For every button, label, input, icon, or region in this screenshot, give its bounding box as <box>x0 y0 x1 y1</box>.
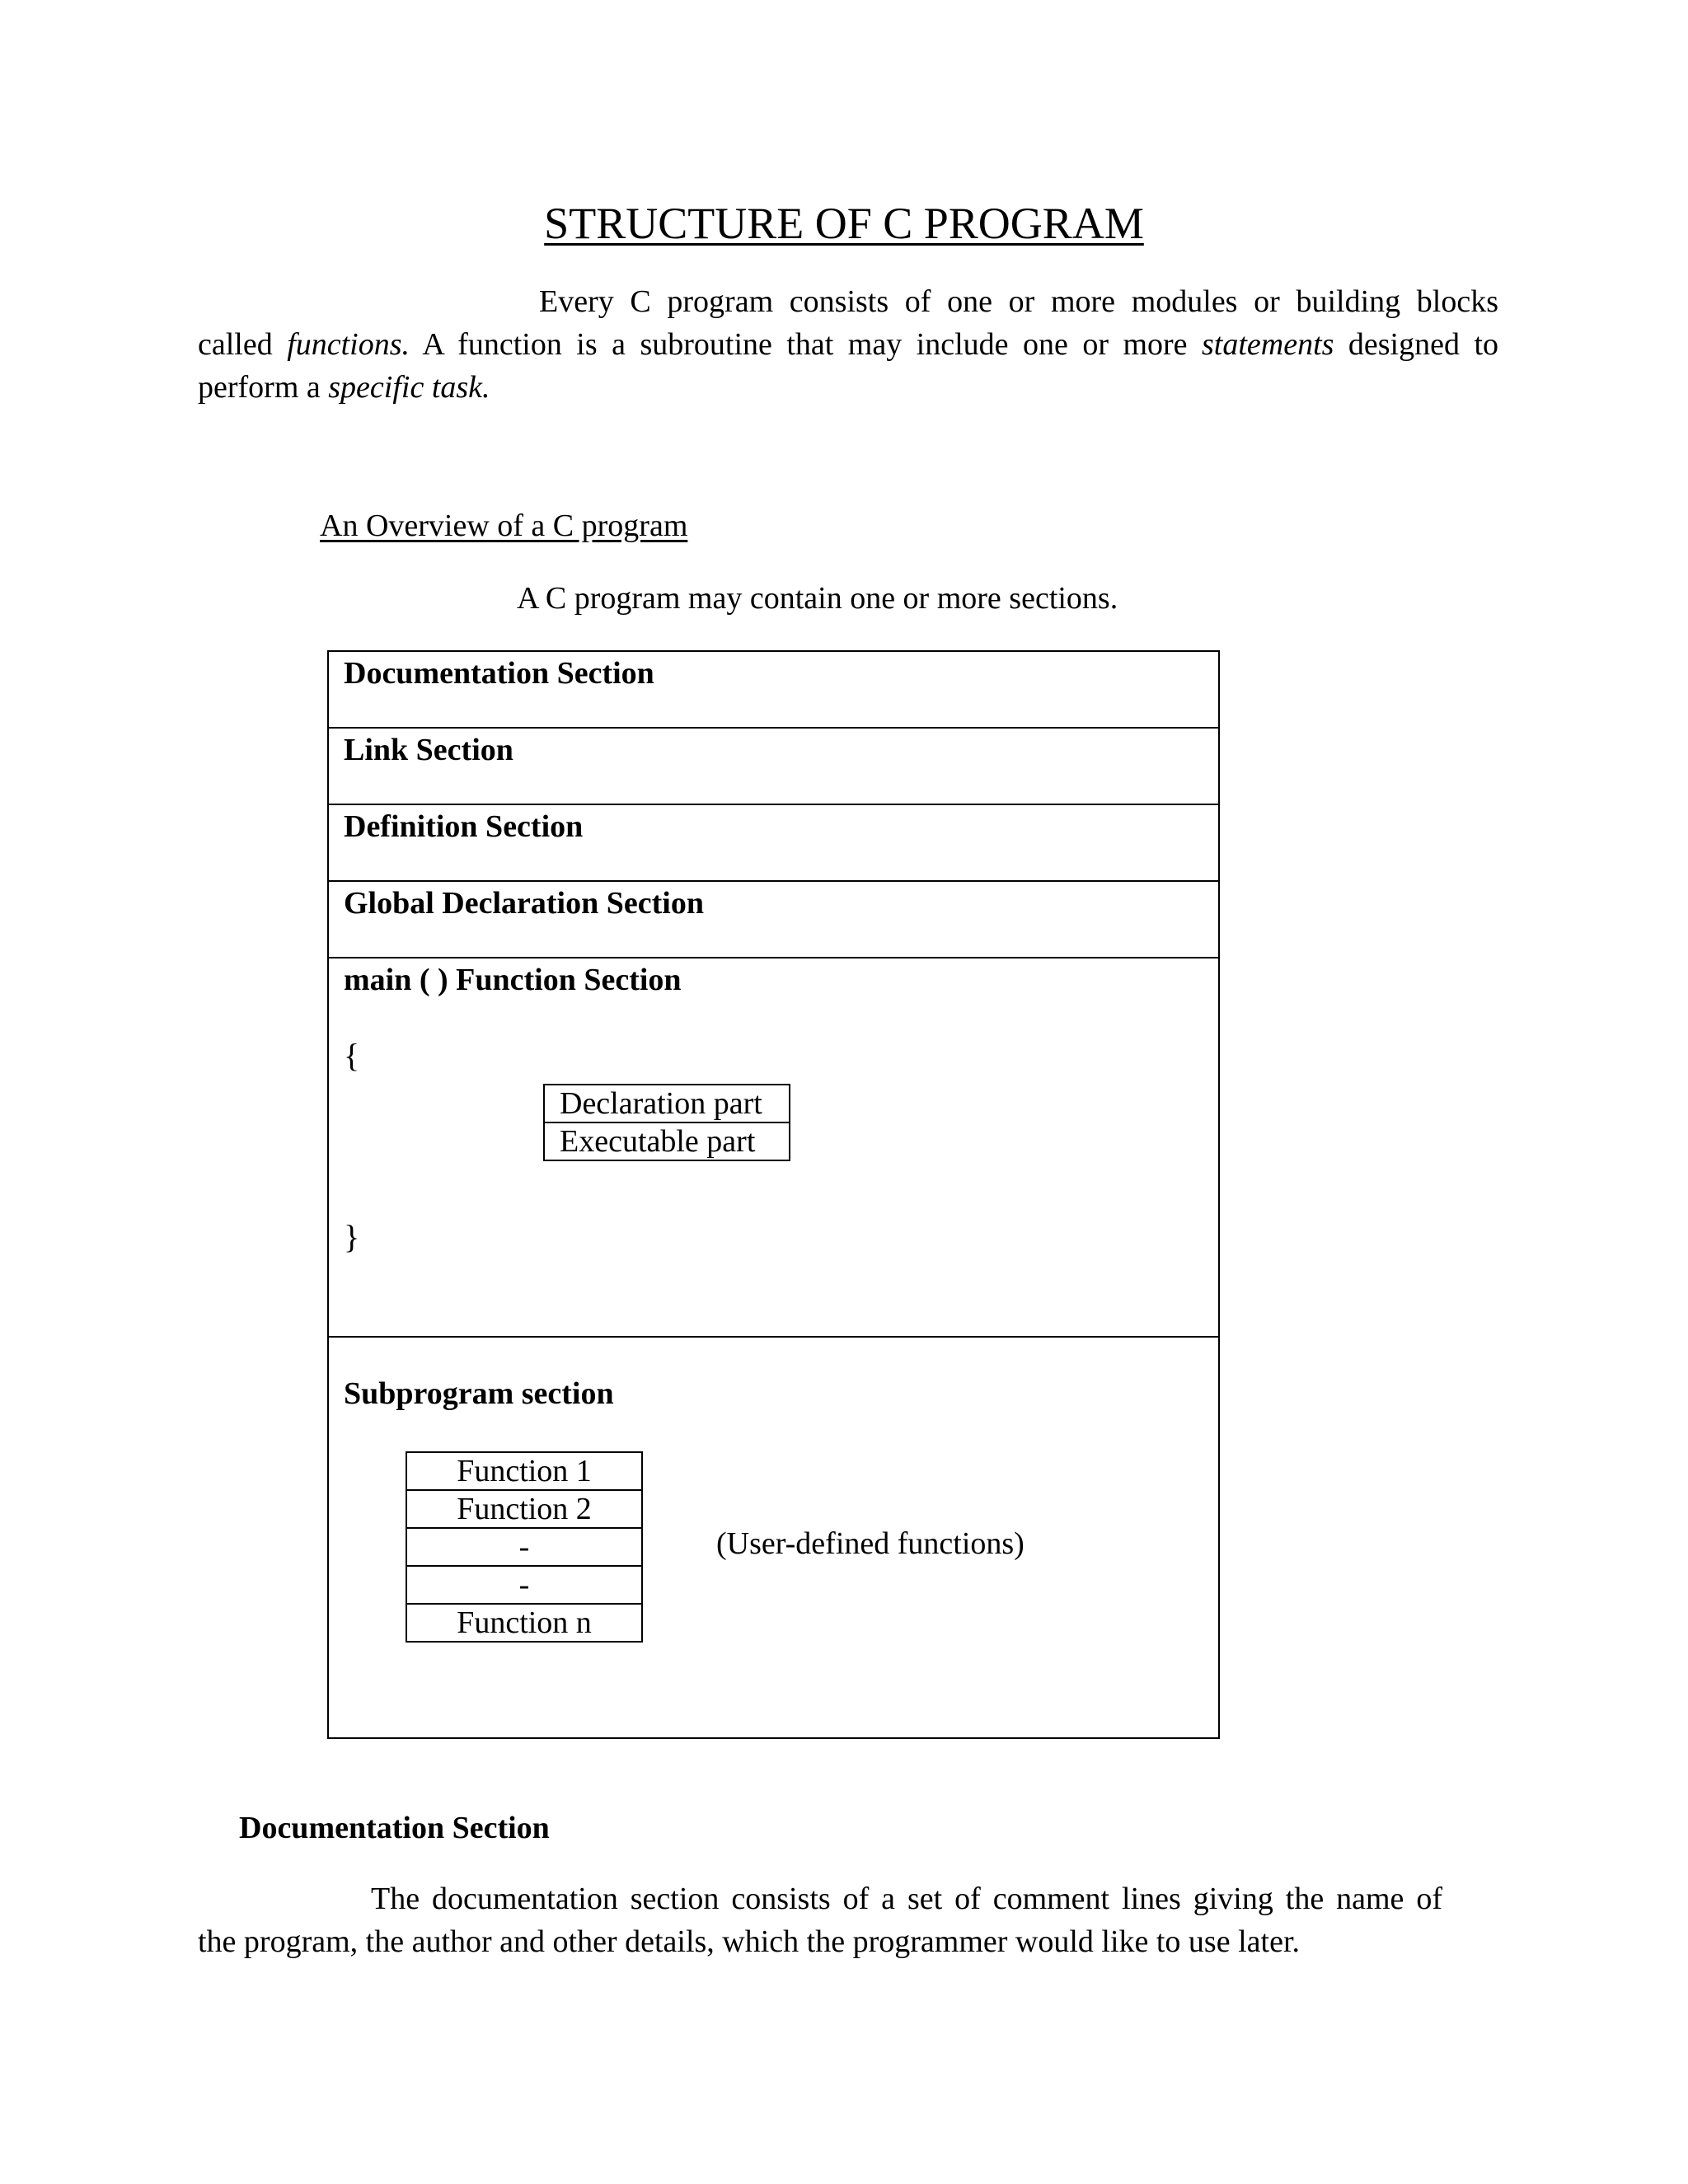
documentation-paragraph <box>198 1877 1442 1963</box>
documentation-line-2: the program, the author and other details, which the programmer would like to use later. <box>198 1924 1300 1959</box>
overview-text: A C program may contain one or more sections. <box>517 581 1118 616</box>
term-functions: functions. <box>287 327 410 362</box>
function-item: - <box>406 1527 643 1567</box>
overview-heading: An Overview of a C program <box>320 509 688 543</box>
declaration-part: Declaration part <box>543 1084 790 1123</box>
open-brace: { <box>344 1037 360 1074</box>
intro-paragraph <box>198 280 1498 409</box>
section-global-declaration: Global Declaration Section <box>344 886 704 921</box>
section-documentation: Documentation Section <box>344 656 654 691</box>
function-item: Function n <box>406 1603 643 1643</box>
intro-line-3: perform a specific task. <box>198 370 490 405</box>
user-defined-note: (User-defined functions) <box>716 1526 1025 1561</box>
documentation-heading: Documentation Section <box>239 1811 550 1845</box>
page-title: STRUCTURE OF C PROGRAM <box>544 199 1144 248</box>
main-parts-box <box>543 1085 790 1161</box>
function-item: Function 2 <box>406 1489 643 1529</box>
section-definition: Definition Section <box>344 809 584 844</box>
close-brace: } <box>344 1218 360 1255</box>
section-link: Link Section <box>344 733 513 767</box>
function-item: - <box>406 1565 643 1605</box>
program-structure-diagram <box>327 650 1220 1739</box>
section-subprogram: Subprogram section <box>344 1376 614 1411</box>
executable-part: Executable part <box>543 1122 790 1161</box>
documentation-line-1: The documentation section consists of a set of comment lines giving the name of <box>371 1882 1442 1916</box>
term-statements: statements <box>1202 327 1334 362</box>
function-item: Function 1 <box>406 1451 643 1491</box>
intro-line-2: called functions. A function is a subroutine that may include one or more statements designed to <box>198 327 1499 362</box>
functions-list <box>406 1453 643 1643</box>
section-main-function: main ( ) Function Section <box>344 963 682 997</box>
term-specific-task: specific task. <box>328 370 490 405</box>
intro-line-1: Every C program consists of one or more modules or building blocks <box>539 284 1498 319</box>
divider <box>329 1336 1218 1338</box>
